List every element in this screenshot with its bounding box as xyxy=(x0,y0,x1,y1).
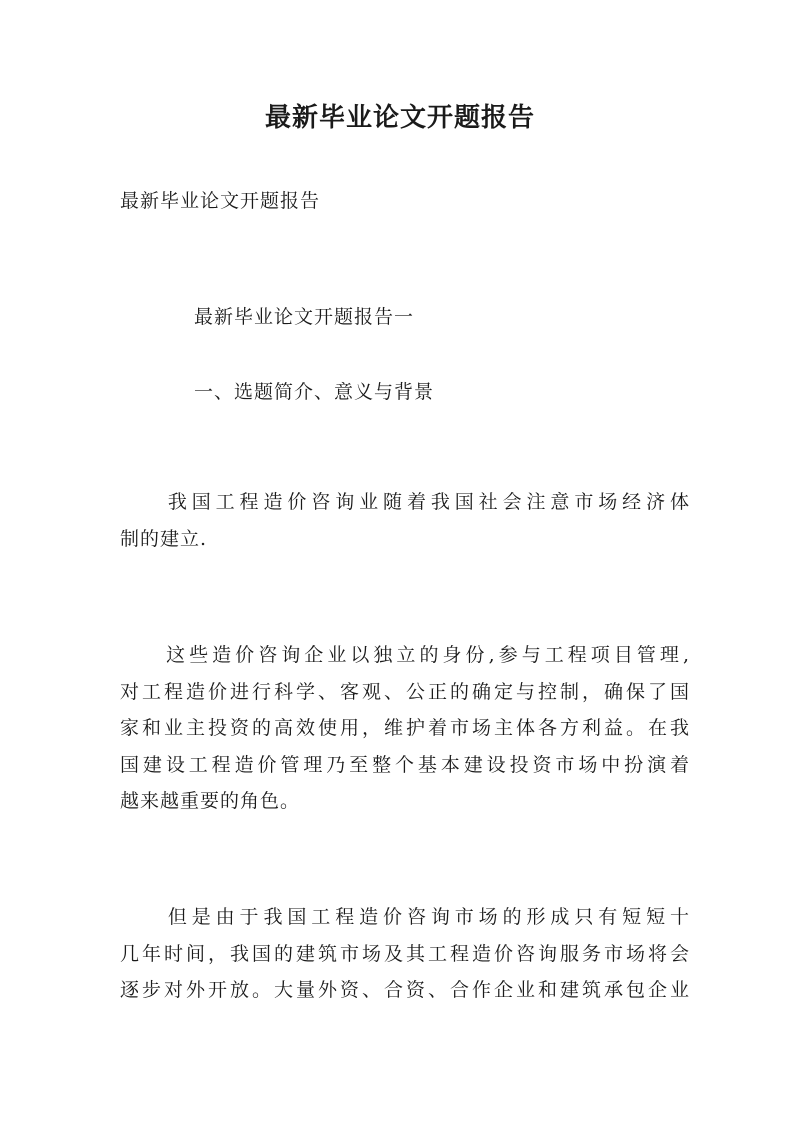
paragraph-line: 对工程造价进行科学、客观、公正的确定与控制，确保了国 xyxy=(120,680,690,703)
paragraph-3 xyxy=(120,899,690,1009)
paragraph-1 xyxy=(120,484,690,557)
paragraph-line: 这些造价咨询企业以独立的身份,参与工程项目管理, xyxy=(120,644,690,666)
paragraph-line: 几年时间，我国的建筑市场及其工程造价咨询服务市场将会 xyxy=(120,942,690,965)
paragraph-line: 但是由于我国工程造价咨询市场的形成只有短短十 xyxy=(120,906,690,928)
section-title: 最新毕业论文开题报告一 xyxy=(194,306,415,328)
heading-selection-background: 一、选题简介、意义与背景 xyxy=(194,381,435,403)
paragraph-line: 家和业主投资的高效使用，维护着市场主体各方利益。在我 xyxy=(120,717,690,739)
paragraph-line: 越来越重要的角色。 xyxy=(120,790,301,812)
paragraph-line: 国建设工程造价管理乃至整个基本建设投资市场中扮演着 xyxy=(120,753,690,776)
paragraph-line: 逐步对外开放。大量外资、合资、合作企业和建筑承包企业 xyxy=(120,979,690,1001)
document-subtitle: 最新毕业论文开题报告 xyxy=(120,190,321,212)
document-title: 最新毕业论文开题报告 xyxy=(264,103,535,133)
paragraph-line: 制的建立. xyxy=(120,527,208,550)
paragraph-2 xyxy=(120,637,690,820)
paragraph-line: 我国工程造价咨询业随着我国社会注意市场经济体 xyxy=(120,491,690,513)
